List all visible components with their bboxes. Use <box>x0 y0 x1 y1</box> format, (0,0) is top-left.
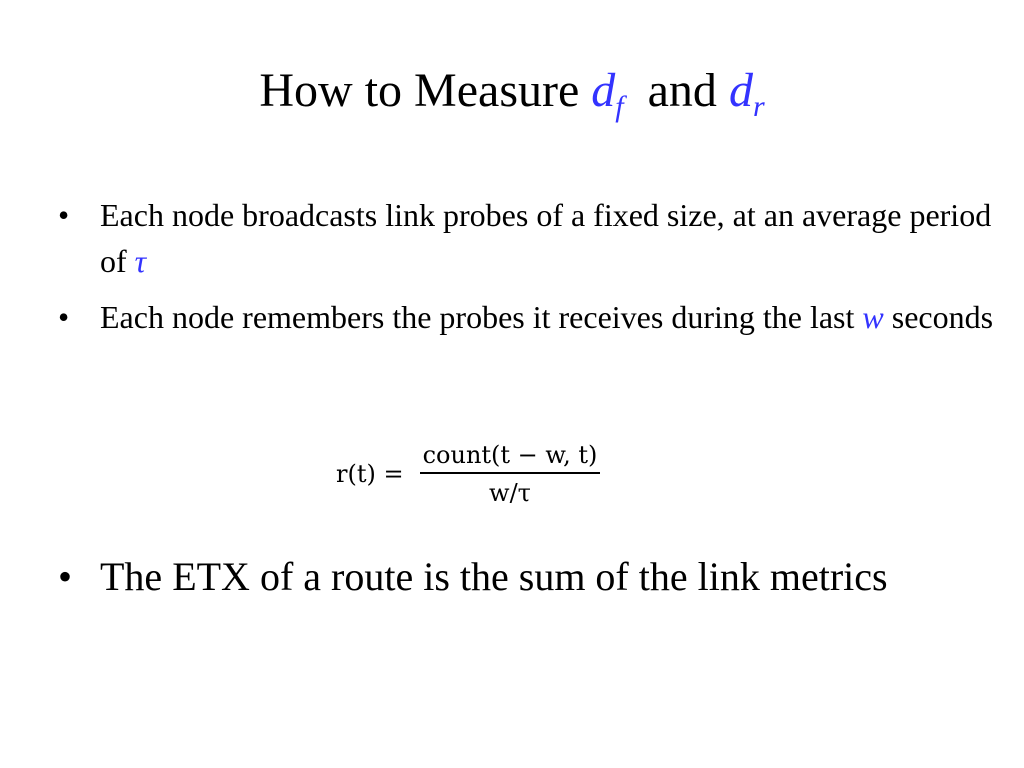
bullet-text: Each node remembers the probes it receives during the last <box>100 299 863 335</box>
bullet-text-tail: seconds <box>883 299 994 335</box>
slide-title <box>0 62 1024 123</box>
formula-fraction-bar <box>420 472 600 474</box>
bullet-text: Each node broadcasts link probes of a fixed size, at an average period of <box>100 197 992 279</box>
delivery-ratio-formula <box>336 440 606 512</box>
bullet-text: The ETX of a route is the sum of the link metrics <box>100 554 888 599</box>
title-var-dr-subscript: r <box>752 90 765 123</box>
formula-lhs: r(t) = <box>336 460 404 488</box>
formula-denominator: w/τ <box>489 479 531 507</box>
bullet-symbol-w: w <box>862 299 884 335</box>
bullet-symbol-tau: τ <box>134 243 147 279</box>
bullet-marker: • <box>58 299 70 335</box>
bullet-marker: • <box>58 197 70 233</box>
bullet-item-etx-route <box>58 552 1024 602</box>
title-var-df-subscript: f <box>615 90 624 123</box>
formula-fraction <box>420 440 600 508</box>
bullet-marker: • <box>58 554 73 599</box>
bullet-item-probe-window <box>58 294 998 340</box>
title-var-dr <box>728 64 765 123</box>
formula-numerator: count(t − w, t) <box>422 441 598 469</box>
title-var-df <box>591 64 624 123</box>
title-conjunction: and <box>647 64 717 117</box>
bullet-item-probe-broadcast <box>58 192 998 284</box>
title-var-df-base: d <box>591 64 616 117</box>
bullet-list <box>58 192 998 350</box>
title-var-dr-base: d <box>728 64 753 117</box>
title-prefix: How to Measure <box>259 64 580 117</box>
